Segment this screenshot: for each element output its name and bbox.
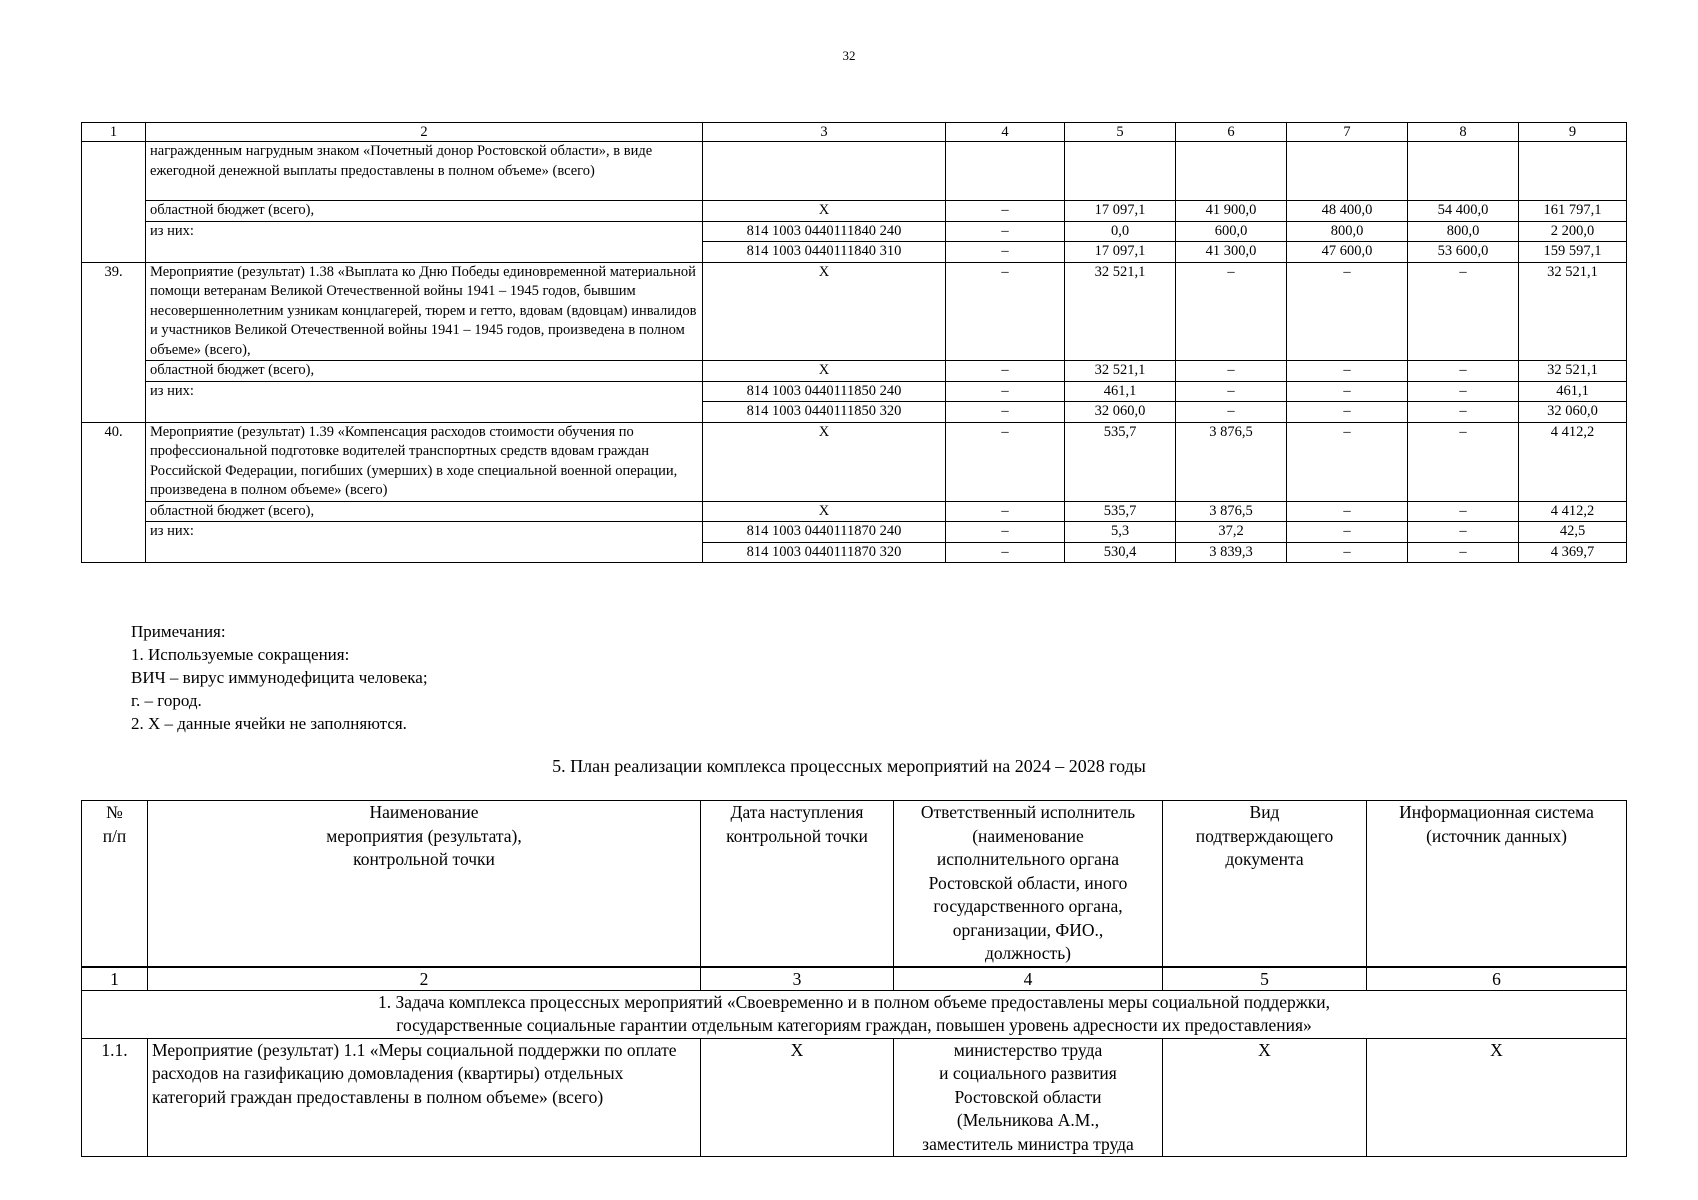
code-cell: 814 1003 0440111840 310 [703, 242, 946, 263]
header-cell: 6 [1176, 123, 1287, 142]
activity-title: Мероприятие (результат) 1.39 «Компенсация расходов стоимости обучения по профессиональной подготовке водителей транспортных средств вдовам граждан Российской Федерации, погибших (умерших) в ходе специальной военной операции, произведена в полном объеме» (всего) [146, 422, 703, 501]
of-them-label: из них: [146, 221, 703, 262]
task-row [82, 990, 1627, 1038]
column-number: 5 [1163, 967, 1367, 991]
section-title: 5. План реализации комплекса процессных мероприятий на 2024 – 2028 годы [552, 756, 1146, 776]
header-line: контрольной точки [353, 849, 495, 869]
value-cell: 5,3 [1065, 522, 1176, 543]
note-line: ВИЧ – вирус иммунодефицита человека; [131, 668, 428, 687]
of-them-label: из них: [146, 522, 703, 563]
column-number: 4 [894, 967, 1163, 991]
value-cell: 32 521,1 [1065, 361, 1176, 382]
system-cell: Х [1367, 1038, 1627, 1157]
value-cell: 535,7 [1065, 501, 1176, 522]
header-line: подтверждающего [1195, 825, 1334, 846]
header-line: исполнительного органа [936, 849, 1120, 869]
value-cell: 3 876,5 [1176, 422, 1287, 501]
code-cell: Х [703, 422, 946, 501]
header-line: № [106, 802, 123, 822]
header-line: Ответственный исполнитель [920, 802, 1136, 822]
row-number-cell: 1.1. [82, 1038, 148, 1157]
note-line: 1. Используемые сокращения: [131, 645, 350, 664]
note-line: г. – город. [131, 691, 202, 710]
value-cell: 32 060,0 [1065, 402, 1176, 423]
value-cell: 159 597,1 [1519, 242, 1627, 263]
notes-title: Примечания: [131, 622, 226, 641]
executor-line: министерство труда [953, 1039, 1103, 1060]
value-cell: 32 521,1 [1065, 262, 1176, 361]
table-row [82, 201, 1627, 222]
activity-title: Мероприятие (результат) 1.38 «Выплата ко Дню Победы единовременной материальной помощи ветеранам Великой Отечественной войны 1941 – 1945 годов, бывшим несовершеннолетним узникам концлагерей, тюрем и гетто, вдовам (вдовцам) инвалидов и участников Великой Отечественной войны 1941 – 1945 годов, произведена в полном объеме» (всего), [146, 262, 703, 361]
value-cell: 48 400,0 [1287, 201, 1408, 222]
header-line: документа [1225, 849, 1304, 869]
column-numbers-row [82, 967, 1627, 991]
value-cell: – [1408, 522, 1519, 543]
executor-cell [894, 1038, 1163, 1157]
header-cell: 7 [1287, 123, 1408, 142]
value-cell: 32 521,1 [1519, 361, 1627, 382]
header-number [82, 801, 148, 967]
header-line: должность) [984, 943, 1072, 963]
table-row [82, 361, 1627, 382]
header-line: Информационная система [1399, 802, 1594, 822]
header-cell: 8 [1408, 123, 1519, 142]
value-cell: – [1408, 262, 1519, 361]
code-cell: Х [703, 262, 946, 361]
plan-table [81, 800, 1627, 1157]
value-cell: 461,1 [1519, 381, 1627, 402]
code-cell: 814 1003 0440111870 320 [703, 542, 946, 563]
column-number: 3 [701, 967, 894, 991]
header-line: (наименование [972, 825, 1084, 846]
of-them-label: из них: [146, 381, 703, 422]
header-line: организации, ФИО., [952, 919, 1104, 940]
value-cell: – [1408, 501, 1519, 522]
document-cell: Х [1163, 1038, 1367, 1157]
header-document [1163, 801, 1367, 967]
value-cell: – [1408, 361, 1519, 382]
value-cell: 41 300,0 [1176, 242, 1287, 263]
code-cell: Х [703, 501, 946, 522]
value-cell: 161 797,1 [1519, 201, 1627, 222]
code-cell: Х [703, 361, 946, 382]
value-cell: – [1287, 381, 1408, 402]
executor-line: и социального развития [939, 1063, 1117, 1083]
value-cell: – [1176, 361, 1287, 382]
notes-block [131, 620, 428, 735]
value-cell: – [1408, 381, 1519, 402]
header-line: п/п [102, 825, 127, 846]
value-cell: – [946, 522, 1065, 543]
note-line: 2. Х – данные ячейки не заполняются. [131, 714, 407, 733]
value-cell: 41 900,0 [1176, 201, 1287, 222]
value-cell: 800,0 [1408, 221, 1519, 242]
header-date [701, 801, 894, 967]
value-cell: – [946, 361, 1065, 382]
value-cell: 461,1 [1065, 381, 1176, 402]
value-cell: 4 412,2 [1519, 501, 1627, 522]
date-cell: Х [701, 1038, 894, 1157]
value-cell: – [1408, 402, 1519, 423]
header-line: Дата наступления [730, 802, 864, 822]
value-cell: 42,5 [1519, 522, 1627, 543]
value-cell: 17 097,1 [1065, 242, 1176, 263]
value-cell: 600,0 [1176, 221, 1287, 242]
table-row [82, 1038, 1627, 1157]
value-cell: – [1287, 361, 1408, 382]
value-cell: – [1287, 402, 1408, 423]
value-cell: – [1287, 522, 1408, 543]
page-number: 32 [842, 48, 856, 63]
header-cell: 9 [1519, 123, 1627, 142]
value-cell: – [946, 242, 1065, 263]
activity-title: Мероприятие (результат) 1.1 «Меры социальной поддержки по оплате расходов на газификацию домовладения (квартиры) отдельных категорий граждан предоставлены в полном объеме» (всего) [148, 1038, 701, 1157]
value-cell: 32 060,0 [1519, 402, 1627, 423]
value-cell: 54 400,0 [1408, 201, 1519, 222]
budget-label: областной бюджет (всего), [146, 361, 703, 382]
table-row [82, 501, 1627, 522]
activity-title: награжденным нагрудным знаком «Почетный донор Ростовской области», в виде ежегодной денежной выплаты предоставлены в полном объеме» (всего) [146, 142, 703, 201]
value-cell: 32 521,1 [1519, 262, 1627, 361]
financing-table [81, 122, 1627, 563]
value-cell: 37,2 [1176, 522, 1287, 543]
header-cell: 3 [703, 123, 946, 142]
value-cell: 47 600,0 [1287, 242, 1408, 263]
value-cell: – [1408, 422, 1519, 501]
code-cell: 814 1003 0440111870 240 [703, 522, 946, 543]
code-cell: 814 1003 0440111850 240 [703, 381, 946, 402]
value-cell: – [946, 402, 1065, 423]
table-row [82, 522, 1627, 543]
table-header-row [82, 123, 1627, 142]
table-row [82, 142, 1627, 201]
value-cell: 0,0 [1065, 221, 1176, 242]
row-number-cell: 40. [82, 422, 146, 563]
executor-line: (Мельникова А.М., [956, 1110, 1100, 1130]
header-line: Вид [1249, 802, 1280, 822]
value-cell: – [1287, 262, 1408, 361]
value-cell: 3 839,3 [1176, 542, 1287, 563]
task-line: государственные социальные гарантии отдельным категориям граждан, повышен уровень адресности их предоставления» [396, 1015, 1312, 1035]
column-number: 2 [148, 967, 701, 991]
value-cell: 17 097,1 [1065, 201, 1176, 222]
value-cell: 530,4 [1065, 542, 1176, 563]
table-row [82, 262, 1627, 361]
header-line: (источник данных) [1426, 825, 1567, 846]
value-cell: – [946, 501, 1065, 522]
value-cell: – [946, 381, 1065, 402]
value-cell: – [946, 542, 1065, 563]
code-cell: Х [703, 201, 946, 222]
row-number-cell [82, 142, 146, 263]
value-cell: – [1287, 542, 1408, 563]
value-cell: 3 876,5 [1176, 501, 1287, 522]
budget-label: областной бюджет (всего), [146, 201, 703, 222]
header-cell: 1 [82, 123, 146, 142]
executor-line: заместитель министра труда [922, 1133, 1134, 1154]
table-row [82, 381, 1627, 402]
value-cell: – [946, 262, 1065, 361]
task-line: 1. Задача комплекса процессных мероприятий «Своевременно и в полном объеме предоставлены меры социальной поддержки, [377, 991, 1331, 1012]
value-cell: – [1176, 381, 1287, 402]
value-cell: – [946, 201, 1065, 222]
value-cell: 53 600,0 [1408, 242, 1519, 263]
code-cell: 814 1003 0440111850 320 [703, 402, 946, 423]
value-cell: – [1176, 262, 1287, 361]
value-cell: 800,0 [1287, 221, 1408, 242]
table-header-row [82, 801, 1627, 967]
value-cell: – [1287, 422, 1408, 501]
budget-label: областной бюджет (всего), [146, 501, 703, 522]
header-executor [894, 801, 1163, 967]
value-cell: – [1287, 501, 1408, 522]
value-cell: 2 200,0 [1519, 221, 1627, 242]
executor-line: Ростовской области [954, 1086, 1102, 1107]
value-cell: – [1408, 542, 1519, 563]
header-line: Наименование [369, 802, 479, 822]
value-cell: – [1176, 402, 1287, 423]
value-cell: – [946, 221, 1065, 242]
table-row [82, 422, 1627, 501]
header-line: мероприятия (результата), [326, 825, 522, 846]
header-cell: 5 [1065, 123, 1176, 142]
value-cell: 535,7 [1065, 422, 1176, 501]
task-heading [82, 990, 1627, 1038]
column-number: 6 [1367, 967, 1627, 991]
value-cell: – [946, 422, 1065, 501]
value-cell: 4 412,2 [1519, 422, 1627, 501]
header-cell: 2 [146, 123, 703, 142]
header-system [1367, 801, 1627, 967]
table-row [82, 221, 1627, 242]
value-cell: 4 369,7 [1519, 542, 1627, 563]
row-number-cell: 39. [82, 262, 146, 422]
column-number: 1 [82, 967, 148, 991]
header-name [148, 801, 701, 967]
header-cell: 4 [946, 123, 1065, 142]
header-line: Ростовской области, иного [928, 872, 1128, 893]
code-cell: 814 1003 0440111840 240 [703, 221, 946, 242]
header-line: государственного органа, [933, 896, 1123, 916]
header-line: контрольной точки [726, 825, 868, 846]
